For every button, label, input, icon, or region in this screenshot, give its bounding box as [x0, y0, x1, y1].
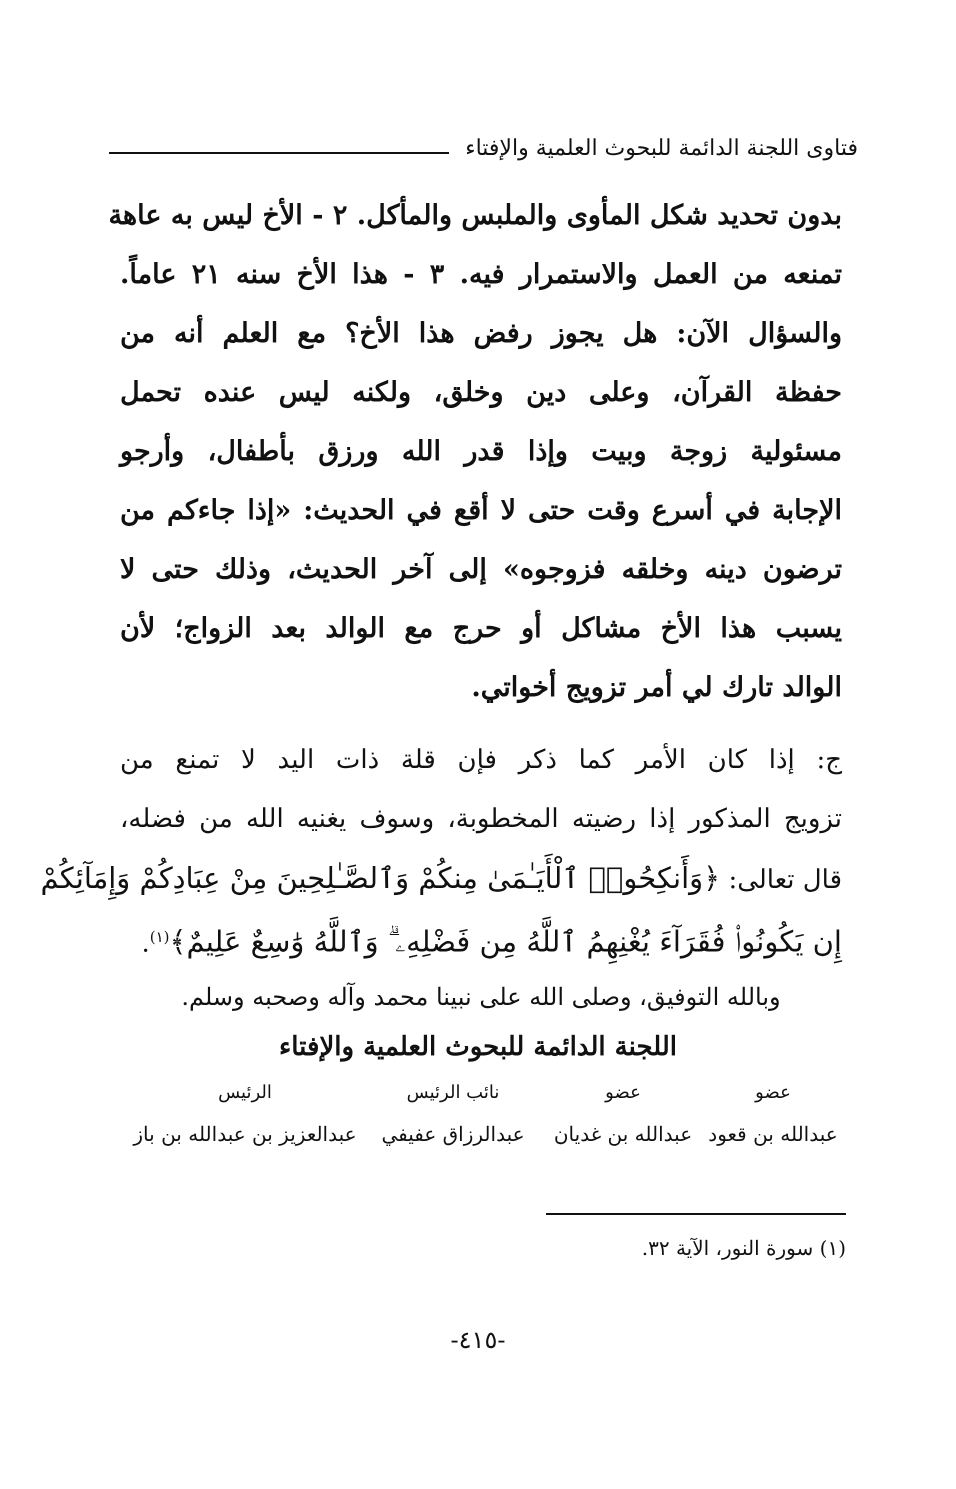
- page-number: -٤١٥-: [450, 1326, 506, 1354]
- question-line: تمنعه من العمل والاستمرار فيه. ٣ - هذا الأخ سنه ٢١ عاماً.: [120, 259, 842, 290]
- question-line: الإجابة في أسرع وقت حتى لا أقع في الحديث: «إذا جاءكم من: [120, 495, 842, 526]
- signatory-roles: [132, 1082, 848, 1103]
- footnote-reference: (١): [149, 928, 170, 946]
- signatory-names: [132, 1122, 848, 1146]
- answer-line-verse-end: [120, 908, 842, 967]
- signatory-name: عبدالرزاق عفيفي: [381, 1122, 525, 1146]
- question-line: الوالد تارك لي أمر تزويج أخواتي.: [471, 672, 842, 703]
- running-header: [106, 128, 858, 168]
- quran-verse-part1: ﴿وَأَنكِحُوا۟ ٱلْأَيَـٰمَىٰ مِنكُمْ وَٱلصَّـٰلِحِينَ مِنْ عِبَادِكُمْ وَإِمَآئِكُمْ: [40, 861, 721, 895]
- question-line: يسبب هذا الأخ مشاكل أو حرج مع الوالد بعد الزواج؛ لأن: [120, 613, 842, 644]
- closing-text: وبالله التوفيق، وصلى الله على نبينا محمد وآله وصحبه وسلم.: [181, 983, 781, 1011]
- answer-block: [40, 731, 842, 967]
- answer-line: ج: إذا كان الأمر كما ذكر فإن قلة ذات اليد لا تمنع من: [120, 745, 842, 775]
- answer-line-verse-start: [40, 849, 842, 908]
- verse-intro: قال تعالى:: [728, 865, 842, 895]
- signatory-name: عبدالله بن غديان: [553, 1122, 693, 1146]
- answer-line: تزويج المذكور إذا رضيته المخطوبة، وسوف يغنيه الله من فضله،: [120, 804, 842, 834]
- signatory-role: عضو: [605, 1082, 641, 1103]
- question-line: بدون تحديد شكل المأوى والملبس والمأكل. ٢ - الأخ ليس به عاهة: [108, 200, 842, 231]
- committee-title: اللجنة الدائمة للبحوث العلمية والإفتاء: [279, 1032, 677, 1062]
- header-title: فتاوى اللجنة الدائمة للبحوث العلمية والإفتاء: [465, 135, 858, 161]
- question-line: مسئولية زوجة وبيت وإذا قدر الله ورزق بأطفال، وأرجو: [120, 436, 842, 467]
- signatory-role: الرئيس: [218, 1082, 272, 1103]
- question-line: والسؤال الآن: هل يجوز رفض هذا الأخ؟ مع العلم أنه من: [120, 318, 842, 349]
- question-block: [108, 186, 842, 717]
- question-line: ترضون دينه وخلقه فزوجوه» إلى آخر الحديث، وذلك حتى لا: [120, 554, 842, 585]
- header-rule: [109, 152, 449, 154]
- quran-verse-part2: إِن يَكُونُوا۟ فُقَرَآءَ يُغْنِهِمُ ٱللَّهُ مِن فَضْلِهِۦ ۗ وَٱللَّهُ وَٰسِعٌ عَلِيمٌ﴾: [169, 924, 842, 959]
- signatory-role: عضو: [755, 1082, 791, 1103]
- question-line: حفظة القرآن، وعلى دين وخلق، ولكنه ليس عنده تحمل: [120, 377, 842, 408]
- body-text: [40, 186, 842, 1023]
- footnote-text: (١) سورة النور، الآية ٣٢.: [641, 1236, 846, 1260]
- footnote-rule: [546, 1213, 846, 1215]
- verse-end: .: [141, 928, 150, 959]
- signatory-role: نائب الرئيس: [406, 1082, 500, 1103]
- signatory-name: عبدالعزيز بن عبدالله بن باز: [133, 1122, 357, 1146]
- signatory-name: عبدالله بن قعود: [708, 1122, 838, 1146]
